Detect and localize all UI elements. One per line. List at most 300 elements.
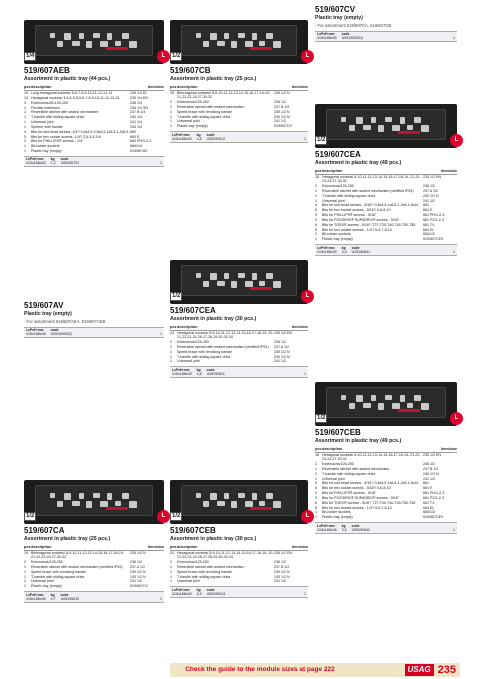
table-header-cell: description [177,85,274,91]
table-cell: Bits for PHILLIPS® screws - 1/4" [31,139,84,144]
table-cell: Bits for hex socket screws - 5/16"/ 5-6-8-10 [322,208,391,213]
table-cell: Reversible ratchet with sealed mechanism [31,110,99,115]
table-cell: Hexagonal sockets/ 8-10-11-12-13-14-15-16-17-18-19- 21-22-23-24-27-30-32 [322,175,421,184]
table-cell: Universal joint [322,476,345,481]
l-size-badge: L [301,510,314,523]
table-cell: 661 PH/1-2-3 [423,491,445,496]
socket-shape [238,493,245,498]
table-cell: 519/607CV [130,584,148,589]
red-handle-shape [398,131,420,134]
table-cell: Extensions/125-250 [177,560,209,565]
table-row [170,359,308,364]
table-cell: Bihexagonal sockets/ 8-9-10-11-12-13-14-15-16-17-18-19- 21-22-23-24-27-30-32 [177,91,271,100]
order-value: 1,2 [50,161,56,166]
table-cell: Extensions/125-250 [322,184,354,189]
table-cell: 3 [315,491,317,496]
table-cell: 236 1/2 [274,340,286,345]
table-cell: Universal joint [177,119,200,124]
order-value: U05190811 [206,371,225,376]
table-cell: Bits for slot-head screws - 5/16"/ 0,6x4,5-1x6,5-1,2x8-1,6x10 [322,481,419,486]
table-header-cell: pcs [315,446,322,451]
order-row [170,131,308,143]
order-cell-dim [317,524,337,532]
order-label: code [60,157,69,162]
product-block-cb [170,20,308,143]
table-cell: 661 PZ/1-2-3 [423,495,444,500]
content-table [170,85,308,129]
order-label: kg [341,523,346,528]
socket-shape [341,395,346,400]
order-value: U05190810 [60,596,80,601]
table-header-cell: description [31,85,130,91]
socket-shape [217,281,225,286]
table-cell: 235 1/2 EN [423,175,441,180]
socket-shape [50,493,55,498]
socket-shape [107,33,112,40]
socket-shape [363,403,371,408]
table-cell: 1 [24,105,26,110]
socket-shape [93,493,100,498]
socket-shape [86,501,92,508]
order-value: 415x188x45 [26,161,46,166]
table-cell: 235 1/2 EN [423,453,441,458]
table-cell: Bits for POZIDRIV® SUPADRIV® screws - 5/16" [322,495,400,500]
table-cell: 4 [315,203,317,208]
table-cell: 661 [423,203,429,208]
red-handle-shape [106,507,128,510]
table-cell: 10 [24,91,28,96]
table-cell: Reversible ratchet with sealed mechanism [177,105,245,109]
order-qty: 1 [453,36,455,41]
table-cell: T-handle with sliding square drive [31,115,85,120]
order-cell-kg [51,593,56,601]
table-cell: 1 [315,467,317,471]
table-cell: 6 [315,500,317,505]
socket-shape [356,395,363,402]
table-row [24,550,164,560]
table-cell: Bihexagonal sockets/ 8-9-10-11-12-13-14-15-16-17-18-19- 21-22-23-24-27-30-32 [31,551,125,560]
tray-shape [35,485,153,516]
table-cell: 684/1/4 [130,144,142,149]
product-subtitle: Plastic tray (empty) [315,15,363,22]
table-cell: 5 [315,505,317,510]
product-subtitle: Assortment in plastic tray (44 pcs.) [24,76,111,83]
product-title: 519/607AEB [24,66,70,75]
socket-shape [196,493,201,498]
table-row [24,565,164,570]
order-value: 415x188x45 [172,136,192,141]
table-cell: Plastic tray (empty) [31,584,62,589]
table-cell: Hexagonal sockets/ 8-10-11-12-13-14-15-16-17-18-19- 21-22-23-24-27-30-32 [322,453,421,462]
order-cell-code [51,328,72,336]
socket-shape [72,501,80,506]
socket-shape [266,273,273,279]
table-cell: 1 [170,124,172,129]
table-cell: 3 [315,495,317,500]
socket-shape [217,41,225,46]
product-title: 519/607CEA [315,150,361,159]
socket-shape [122,493,129,499]
table-cell: Bits for slot-head screws -1/4"/ 0,6x4,5-0,8x5,5-1x5,5-1,2x6,5 [31,129,129,134]
socket-shape [196,273,201,278]
order-label: LxPxH mm [317,523,335,528]
product-photo [315,382,457,426]
product-note: - For assortment 519/607AEA, 519/607AEB [24,318,106,324]
table-row [315,237,457,242]
product-photo [24,20,164,64]
table-cell: 237 A 1/2 [423,189,438,193]
socket-shape [224,33,229,39]
tray-shape [181,25,297,56]
drive-ratio-label: 1/2 [315,414,327,423]
table-cell: Plastic tray (empty) [322,237,353,242]
table-cell: 239 1/2 N [130,569,146,574]
socket-shape [86,41,92,48]
order-cell-dim [26,157,46,165]
order-label: kg [50,592,55,597]
table-row [24,96,164,101]
table-row [170,330,308,340]
page-number: 235 [437,663,456,676]
table-cell: 2 [315,462,317,467]
table-cell: 241 1/4 [130,120,142,125]
table-cell: 239 1/2 N [274,349,290,354]
table-cell: 24 [170,551,174,556]
socket-shape [371,117,376,123]
socket-shape [224,493,229,499]
order-value: U05196791 [60,161,80,166]
table-cell: 4 [24,129,26,134]
order-cell-dim [172,133,192,141]
socket-shape [79,33,84,39]
socket-shape [79,493,84,499]
order-value: 4,7 [50,596,56,601]
order-cell-code [342,32,363,40]
table-cell: 240 1/2 N [274,354,290,359]
table-cell: 1 [315,193,317,198]
order-label: LxPxH mm [172,367,190,372]
column-right [315,2,457,662]
table-cell: 2 [24,560,26,565]
table-cell: 661 [423,481,429,486]
table-cell: 235 1/2 N [130,551,146,556]
product-block-aeb [24,20,164,167]
table-row [315,452,457,462]
table-header-cell: item/size [130,85,164,91]
table-cell: T-handle with sliding square drive [31,574,85,579]
order-cell-kg [342,524,347,532]
order-cell-code [207,368,225,376]
table-cell: 660 E [130,134,140,139]
order-row [315,522,457,534]
order-cell-code [352,524,371,532]
table-cell: 2 [170,340,172,345]
table-cell: Universal joint [177,579,200,584]
socket-shape [400,395,405,402]
order-row [315,31,457,43]
table-cell: 661 E [423,208,433,213]
table-cell: 18 [315,175,319,180]
table-cell: 235 1/2 EN [274,331,292,336]
table-header-cell: description [31,545,130,551]
table-cell: 240 1/2 N [423,471,439,476]
socket-shape [273,281,281,288]
table-cell: Bits for hex socket screws -1/4"/ 2,5-3-4-5-6 [31,134,101,139]
socket-shape [115,501,121,506]
content-table [315,447,457,520]
socket-shape [129,501,137,508]
product-photo [170,20,308,64]
table-cell: 18 [315,453,319,458]
table-header-cell: description [177,325,274,331]
table-cell: Bit-holder sockets [322,510,351,515]
order-qty: 1 [160,161,162,166]
table-cell: Flexible extension [31,105,60,110]
table-cell: 243 1/4 [130,124,142,129]
table-row [170,579,308,584]
table-cell: Hexagonal sockets/ 4-4,5-5-5,5-6-7-8-9-10-11-12-13-14 [31,95,120,100]
table-cell: Hexagonal sockets/ 8-9-10-11-12-13-14-15-16-17-18-19- 20-21-22-23-24-26-27-28-29-30-32-34 [177,331,274,340]
table-cell: T-handle with sliding square drive [177,574,231,579]
table-cell: Bit-holder sockets [322,232,351,237]
order-label: kg [196,587,201,592]
table-cell: 241 1/2 [423,198,435,203]
table-cell: 240 1/2 N [130,574,146,579]
l-size-badge: L [450,412,463,425]
product-title: 519/607CA [24,526,65,535]
order-label: LxPxH mm [172,132,190,137]
table-header-cell: description [322,447,423,453]
table-cell: 3 [315,213,317,218]
table-cell: 236 1/4 SN [130,105,148,110]
order-label: code [206,132,215,137]
drive-ratio-label: 1/2 [170,52,182,61]
table-cell: 6 [315,222,317,227]
socket-shape [238,273,245,278]
table-cell: 237 B 1/2 [274,565,290,569]
socket-shape [107,493,112,500]
socket-shape [378,403,384,410]
table-cell: Plastic tray (empty) [322,515,353,520]
table-header-cell: pcs [315,168,322,173]
table-cell: 660 [130,129,136,134]
order-value: 4,8 [196,136,202,141]
table-row [170,550,308,560]
socket-shape [64,33,71,40]
table-cell: Reversible ratchet with sealed mechanism (certified IP51) [322,189,414,193]
table-row [315,218,457,223]
table-cell: Speed brace with revolving handle [177,349,232,354]
table-cell: 661 TX [423,222,435,227]
table-cell: 236 1/4 [130,100,142,105]
socket-shape [356,117,363,124]
order-value: 3,5 [341,527,347,532]
table-cell: 1 [24,579,26,584]
order-row [170,586,308,598]
socket-shape [414,395,421,401]
tray-shape [35,25,153,56]
order-label: code [206,587,215,592]
table-cell: 1 [170,349,172,354]
socket-shape [122,33,129,39]
table-row [170,124,308,129]
tray-shape [181,485,297,516]
table-cell: Universal joint [177,359,200,364]
table-cell: Universal joint [31,120,54,125]
socket-shape [196,33,201,38]
socket-shape [115,41,121,46]
table-row [24,584,164,589]
table-cell: 5 [315,227,317,232]
socket-shape [203,41,209,47]
order-label: code [206,367,215,372]
table-cell: 2 [170,100,172,105]
table-cell: Extensions/125-250 [322,462,354,467]
table-cell: 664 EL [423,227,435,232]
product-note: - For assortment 519/607CA, 519/607CB [315,22,392,28]
order-cell-dim [26,328,46,336]
table-cell: Spinner with handle [31,124,63,129]
order-value: 415x188x45 [26,332,46,337]
order-cell-kg [342,246,347,254]
content-table [315,169,457,242]
table-cell: 664 EL [423,505,435,510]
order-value: 415x188x45 [26,596,46,601]
socket-shape [266,33,273,39]
table-cell: 1 [315,189,317,193]
table-header-cell: pcs [24,84,31,89]
table-row [24,149,164,154]
socket-shape [385,395,392,400]
table-cell: Bits for hex socket screws - 1/4"/ 5-6-7-8-10 [322,227,392,232]
table-cell: 236 1/2 [423,184,435,189]
red-handle-shape [250,47,272,50]
table-cell: 661 E [423,486,433,491]
footer-bar [170,663,460,677]
table-cell: 1 [170,119,172,124]
table-cell: 1 [315,515,317,520]
order-label: LxPxH mm [317,32,335,37]
order-label: kg [196,132,201,137]
table-header-cell: item/size [274,85,308,91]
table-header-cell: item/size [423,169,457,175]
table-row [170,105,308,110]
table-cell: Bits for hex socket screws - 1/4"/ 5-6-7-8-10 [322,505,392,510]
table-cell: 235 1/4 EN [130,95,148,100]
product-subtitle: Assortment in plastic tray (49 pcs.) [315,438,402,445]
order-value: 415x188x45 [317,36,337,41]
order-cell-kg [197,368,202,376]
table-row [24,90,164,95]
table-cell: 241 1/2 [130,579,142,584]
table-header-cell: item/size [423,447,457,453]
content-table [24,85,164,154]
l-size-badge: L [157,510,170,523]
order-cell-kg [197,588,202,596]
order-cell-dim [172,368,192,376]
table-cell: 236 1/2 [274,100,286,105]
socket-shape [266,493,273,499]
table-cell: 1 [170,359,172,364]
table-cell: 1 [24,120,26,125]
order-cell-code [207,133,226,141]
order-cell-code [61,157,80,165]
order-cell-code [207,588,226,596]
table-cell: 237 B 1/4 [130,110,146,115]
order-value: 4,9 [196,591,202,596]
order-value: 4,8 [196,371,202,376]
socket-shape [72,41,80,46]
order-value: 415x188x45 [172,371,192,376]
table-cell: 240 1/2 N [274,574,290,579]
tray-shape [326,387,445,418]
product-photo [170,260,308,304]
socket-shape [210,33,217,40]
table-cell: 519/607CEV [423,515,444,520]
table-cell: 239 1/2 N [274,109,290,114]
product-title: 519/607AV [24,301,64,310]
red-handle-shape [250,507,272,510]
table-cell: 19 [170,91,174,96]
order-label: code [341,32,350,37]
table-header-cell: item/size [274,545,308,551]
drive-ratio-label: 1/2 [24,512,36,521]
table-cell: 1 [315,476,317,481]
order-row [24,591,164,603]
table-row [24,110,164,115]
table-cell: Universal joint [322,198,345,203]
table-cell: 3 [24,100,26,105]
socket-shape [231,41,237,48]
table-cell: 1 [315,198,317,203]
socket-shape [64,493,71,500]
order-cell-dim [26,593,46,601]
table-cell: 13 [24,95,28,100]
table-cell: 684/1/2 [423,510,435,515]
table-cell: 3 [315,217,317,222]
socket-shape [407,125,413,130]
table-row [315,174,457,184]
table-cell: Reversible ratchet with sealed mechanism (certified IP51) [31,565,123,569]
socket-shape [210,493,217,500]
product-subtitle: Assortment in plastic tray (49 pcs.) [315,160,402,167]
table-cell: 5 [24,134,26,139]
order-value: 415x188x45 [317,527,337,532]
socket-shape [259,501,265,506]
order-label: code [50,328,59,333]
table-cell: 519/607CV [274,124,292,129]
table-cell: 2 [170,560,172,565]
product-subtitle: Assortment in plastic tray (25 pcs.) [170,76,257,83]
table-cell: 236 1/2 [423,462,435,467]
product-block-av [24,300,164,338]
table-cell: 1 [170,109,172,114]
table-cell: 236 1/2 [274,560,286,565]
drive-ratio-label: 1/2 [170,512,182,521]
socket-shape [238,33,245,38]
socket-shape [231,501,237,508]
table-cell: T-handle with sliding square drive [177,114,231,119]
table-cell: 661 PZ/1-2-3 [423,217,444,222]
order-cell-code [61,593,80,601]
order-label: code [351,245,360,250]
product-subtitle: Assortment in plastic tray (30 pcs.) [170,316,257,323]
table-cell: Extensions/50-100-150 [31,100,68,105]
order-row [170,366,308,378]
order-qty: 1 [304,591,306,596]
table-header-cell: item/size [130,545,164,551]
tray-shape [326,109,445,140]
